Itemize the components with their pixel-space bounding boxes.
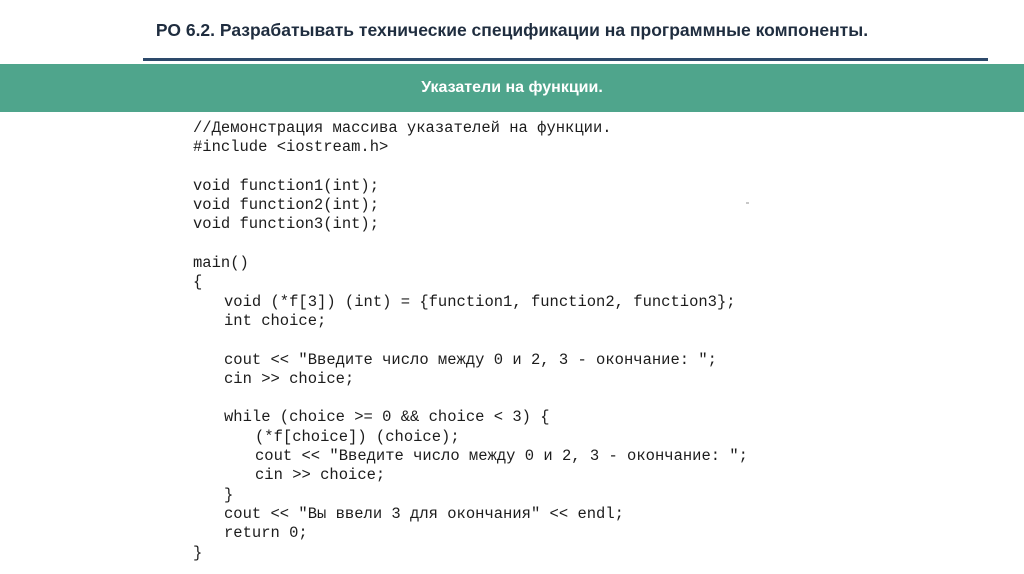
code-line: cout << "Введите число между 0 и 2, 3 - окончание: "; bbox=[255, 447, 748, 466]
code-line: void (*f[3]) (int) = {function1, function2, function3}; bbox=[224, 292, 736, 311]
code-line: { bbox=[193, 273, 203, 292]
code-line bbox=[193, 158, 748, 177]
code-line: cin >> choice; bbox=[224, 369, 355, 388]
code-line bbox=[193, 389, 748, 408]
code-line: int choice; bbox=[224, 311, 327, 330]
code-line: void function1(int); bbox=[193, 176, 380, 195]
slide-title: РО 6.2. Разрабатывать технические спецификации на программные компоненты. bbox=[155, 20, 869, 40]
code-line: (*f[choice]) (choice); bbox=[255, 427, 460, 446]
code-line: } bbox=[193, 543, 203, 562]
code-line: void function3(int); bbox=[193, 215, 380, 234]
code-line: cin >> choice; bbox=[255, 466, 386, 485]
code-line: void function2(int); bbox=[193, 196, 380, 215]
code-line bbox=[193, 331, 748, 350]
code-line bbox=[193, 235, 748, 254]
code-line: //Демонстрация массива указателей на функции. bbox=[193, 119, 612, 137]
code-line: } bbox=[224, 485, 234, 504]
code-line: cout << "Введите число между 0 и 2, 3 - окончание: "; bbox=[224, 350, 717, 369]
section-heading: Указатели на функции. bbox=[421, 79, 603, 96]
code-line: cout << "Вы ввели 3 для окончания" << endl; bbox=[224, 504, 624, 523]
title-underline bbox=[143, 58, 988, 61]
code-line: main() bbox=[193, 254, 249, 273]
code-line: while (choice >= 0 && choice < 3) { bbox=[224, 408, 550, 427]
code-line: #include <iostream.h> bbox=[193, 138, 389, 157]
code-listing bbox=[193, 119, 748, 563]
code-line: return 0; bbox=[224, 524, 308, 543]
section-banner bbox=[0, 64, 1024, 112]
